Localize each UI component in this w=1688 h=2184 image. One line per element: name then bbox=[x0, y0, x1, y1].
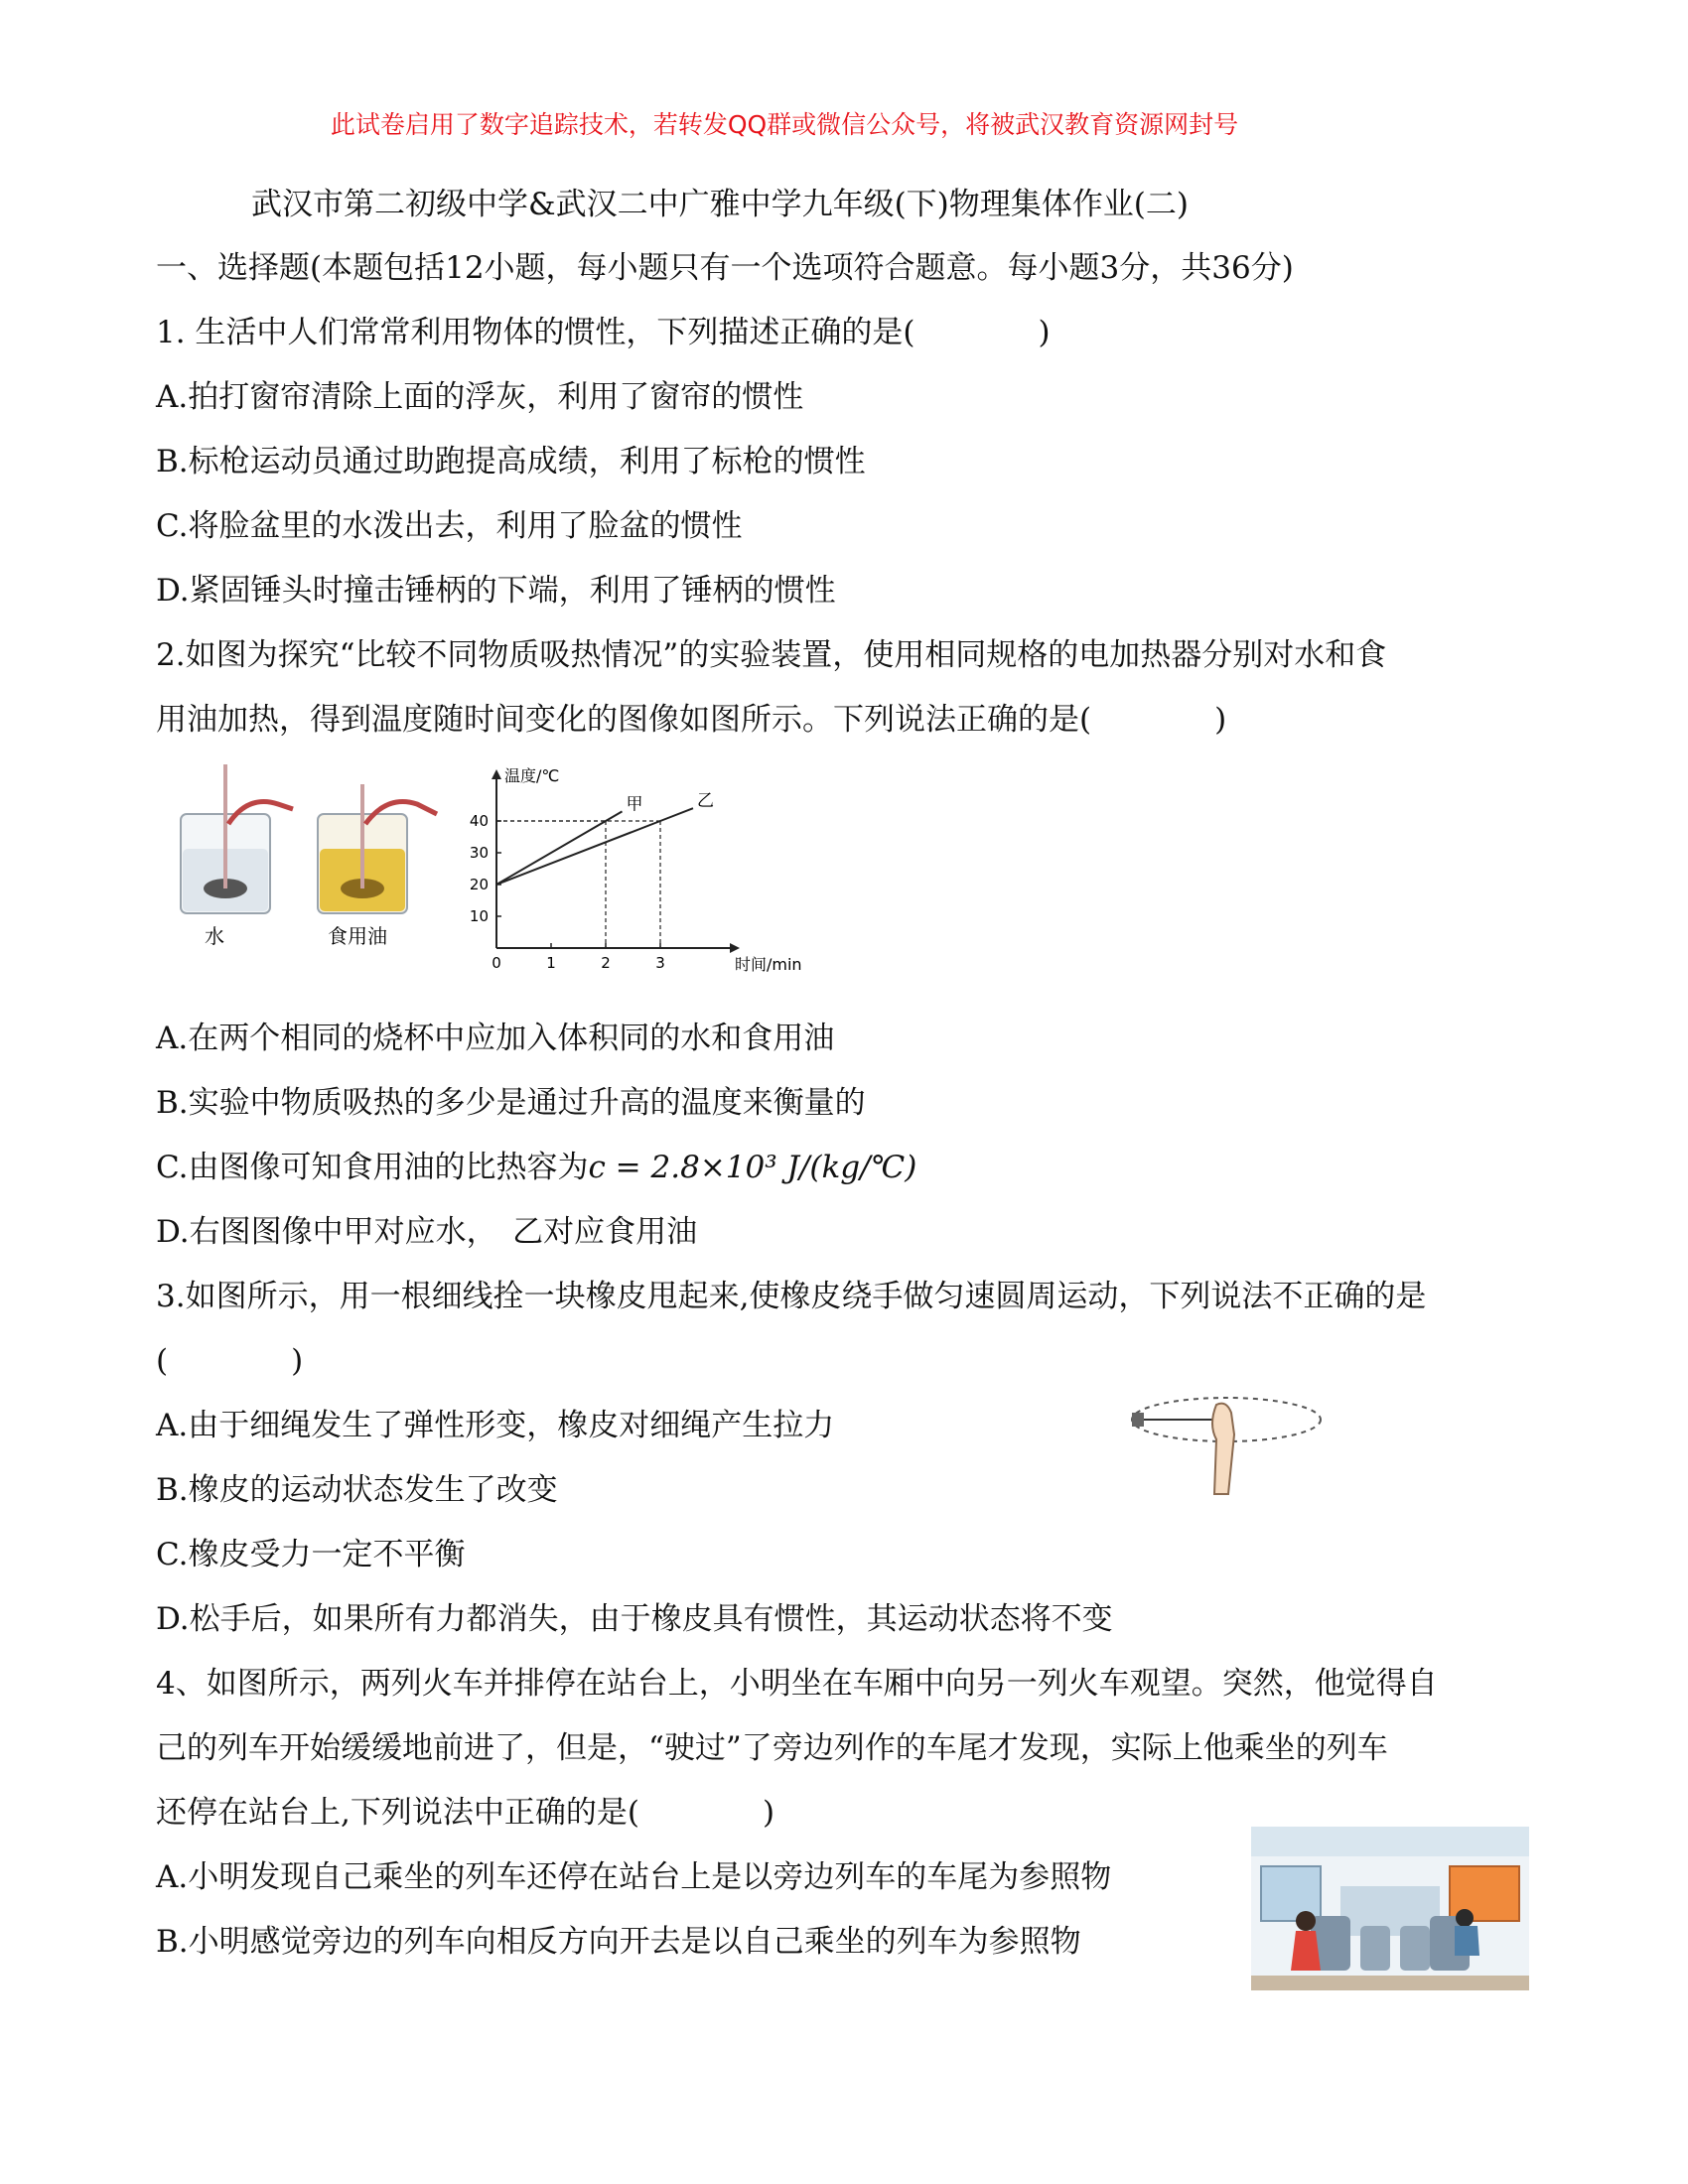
q3-stem: 3.如图所示，用一根细线拴一块橡皮甩起来,使橡皮绕手做匀速圆周运动，下列说法不正确的是 bbox=[156, 1279, 1427, 1314]
passenger-body bbox=[1291, 1931, 1321, 1971]
q4-stem-line2: 己的列车开始缓缓地前进了，但是，“驶过”了旁边列作的车尾才发现，实际上他乘坐的列车 bbox=[156, 1730, 1388, 1766]
x-axis-label: 时间/min bbox=[735, 955, 802, 974]
y-tick-label: 10 bbox=[469, 907, 489, 925]
q2-option-a: A.在两个相同的烧杯中应加入体积同的水和食用油 bbox=[156, 1021, 835, 1056]
series-line-2 bbox=[496, 808, 693, 885]
x-tick-label: 0 bbox=[492, 954, 501, 972]
q1-stem: 1. 生活中人们常常利用物体的惯性，下列描述正确的是( ) bbox=[156, 315, 1051, 350]
x-tick-label: 2 bbox=[601, 954, 611, 972]
x-tick-label: 3 bbox=[655, 954, 665, 972]
q1-option-d: D.紧固锤头时撞击锤柄的下端，利用了锤柄的惯性 bbox=[156, 573, 836, 609]
q2-stem-line1: 2.如图为探究“比较不同物质吸热情况”的实验装置，使用相同规格的电加热器分别对水和食 bbox=[156, 637, 1387, 673]
passenger-head bbox=[1296, 1911, 1316, 1931]
y-tick-label: 30 bbox=[469, 844, 489, 862]
eraser bbox=[1132, 1413, 1144, 1427]
oil-label: 食用油 bbox=[328, 924, 387, 948]
hand-icon bbox=[1212, 1404, 1234, 1494]
section-heading: 一、选择题(本题包括12小题，每小题只有一个选项符合题意。每小题3分，共36分) bbox=[156, 250, 1294, 286]
series-label-2: 乙 bbox=[697, 791, 714, 812]
y-axis-arrow bbox=[492, 769, 501, 779]
beakers-figure bbox=[169, 764, 457, 953]
q4-stem-line3: 还停在站台上,下列说法中正确的是( ) bbox=[156, 1795, 775, 1831]
q2-option-c-text: C.由图像可知食用油的比热容为 bbox=[156, 1150, 589, 1185]
q4-stem-line1: 4、如图所示，两列火车并排停在站台上，小明坐在车厢中向另一列火车观望。突然，他觉得自 bbox=[156, 1666, 1438, 1702]
chart-lines bbox=[496, 808, 693, 885]
q4-option-b: B.小明感觉旁边的列车向相反方向开去是以自己乘坐的列车为参照物 bbox=[156, 1924, 1081, 1960]
q3-option-d: D.松手后，如果所有力都消失，由于橡皮具有惯性，其运动状态将不变 bbox=[156, 1601, 1113, 1637]
temperature-time-chart bbox=[457, 754, 802, 974]
window-left bbox=[1261, 1866, 1321, 1921]
q2-stem-line2: 用油加热，得到温度随时间变化的图像如图所示。下列说法正确的是( ) bbox=[156, 702, 1227, 738]
y-tick-label: 20 bbox=[469, 876, 489, 893]
q1-option-c: C.将脸盆里的水泼出去，利用了脸盆的惯性 bbox=[156, 508, 743, 544]
q2-option-b: B.实验中物质吸热的多少是通过升高的温度来衡量的 bbox=[156, 1085, 866, 1121]
series-label-1: 甲 bbox=[626, 794, 643, 815]
y-axis-label: 温度/℃ bbox=[504, 766, 560, 785]
chart-guides bbox=[496, 821, 660, 948]
q2-option-d: D.右图图像中甲对应水， 乙对应食用油 bbox=[156, 1214, 698, 1250]
specific-heat-formula: c = 2.8×10³ J/(kg/℃) bbox=[588, 1150, 917, 1185]
q3-stem-line2: ( ) bbox=[156, 1343, 304, 1379]
train-interior-figure bbox=[1251, 1827, 1529, 1990]
series-line-1 bbox=[496, 811, 623, 885]
q1-option-b: B.标枪运动员通过助跑提高成绩，利用了标枪的惯性 bbox=[156, 444, 866, 479]
water-label: 水 bbox=[205, 924, 224, 948]
q4-option-a: A.小明发现自己乘坐的列车还停在站台上是以旁边列车的车尾为参照物 bbox=[156, 1859, 1112, 1895]
tracking-notice: 此试卷启用了数字追踪技术，若转发QQ群或微信公众号，将被武汉教育资源网封号 bbox=[330, 110, 1239, 139]
q3-option-b: B.橡皮的运动状态发生了改变 bbox=[156, 1472, 558, 1508]
q2-option-c bbox=[156, 1142, 916, 1186]
page-title: 武汉市第二初级中学&武汉二中广雅中学九年级(下)物理集体作业(二) bbox=[251, 187, 1189, 222]
x-tick-label: 1 bbox=[546, 954, 556, 972]
oil-beaker-illustration bbox=[318, 784, 437, 913]
q1-option-a: A.拍打窗帘清除上面的浮灰，利用了窗帘的惯性 bbox=[156, 379, 804, 415]
q3-option-a: A.由于细绳发生了弹性形变，橡皮对细绳产生拉力 bbox=[156, 1408, 835, 1443]
y-tick-label: 40 bbox=[469, 812, 489, 830]
x-axis-arrow bbox=[730, 943, 740, 953]
q3-option-c: C.橡皮受力一定不平衡 bbox=[156, 1537, 466, 1572]
water-beaker-illustration bbox=[181, 764, 293, 913]
spinning-eraser-figure bbox=[1127, 1385, 1326, 1504]
